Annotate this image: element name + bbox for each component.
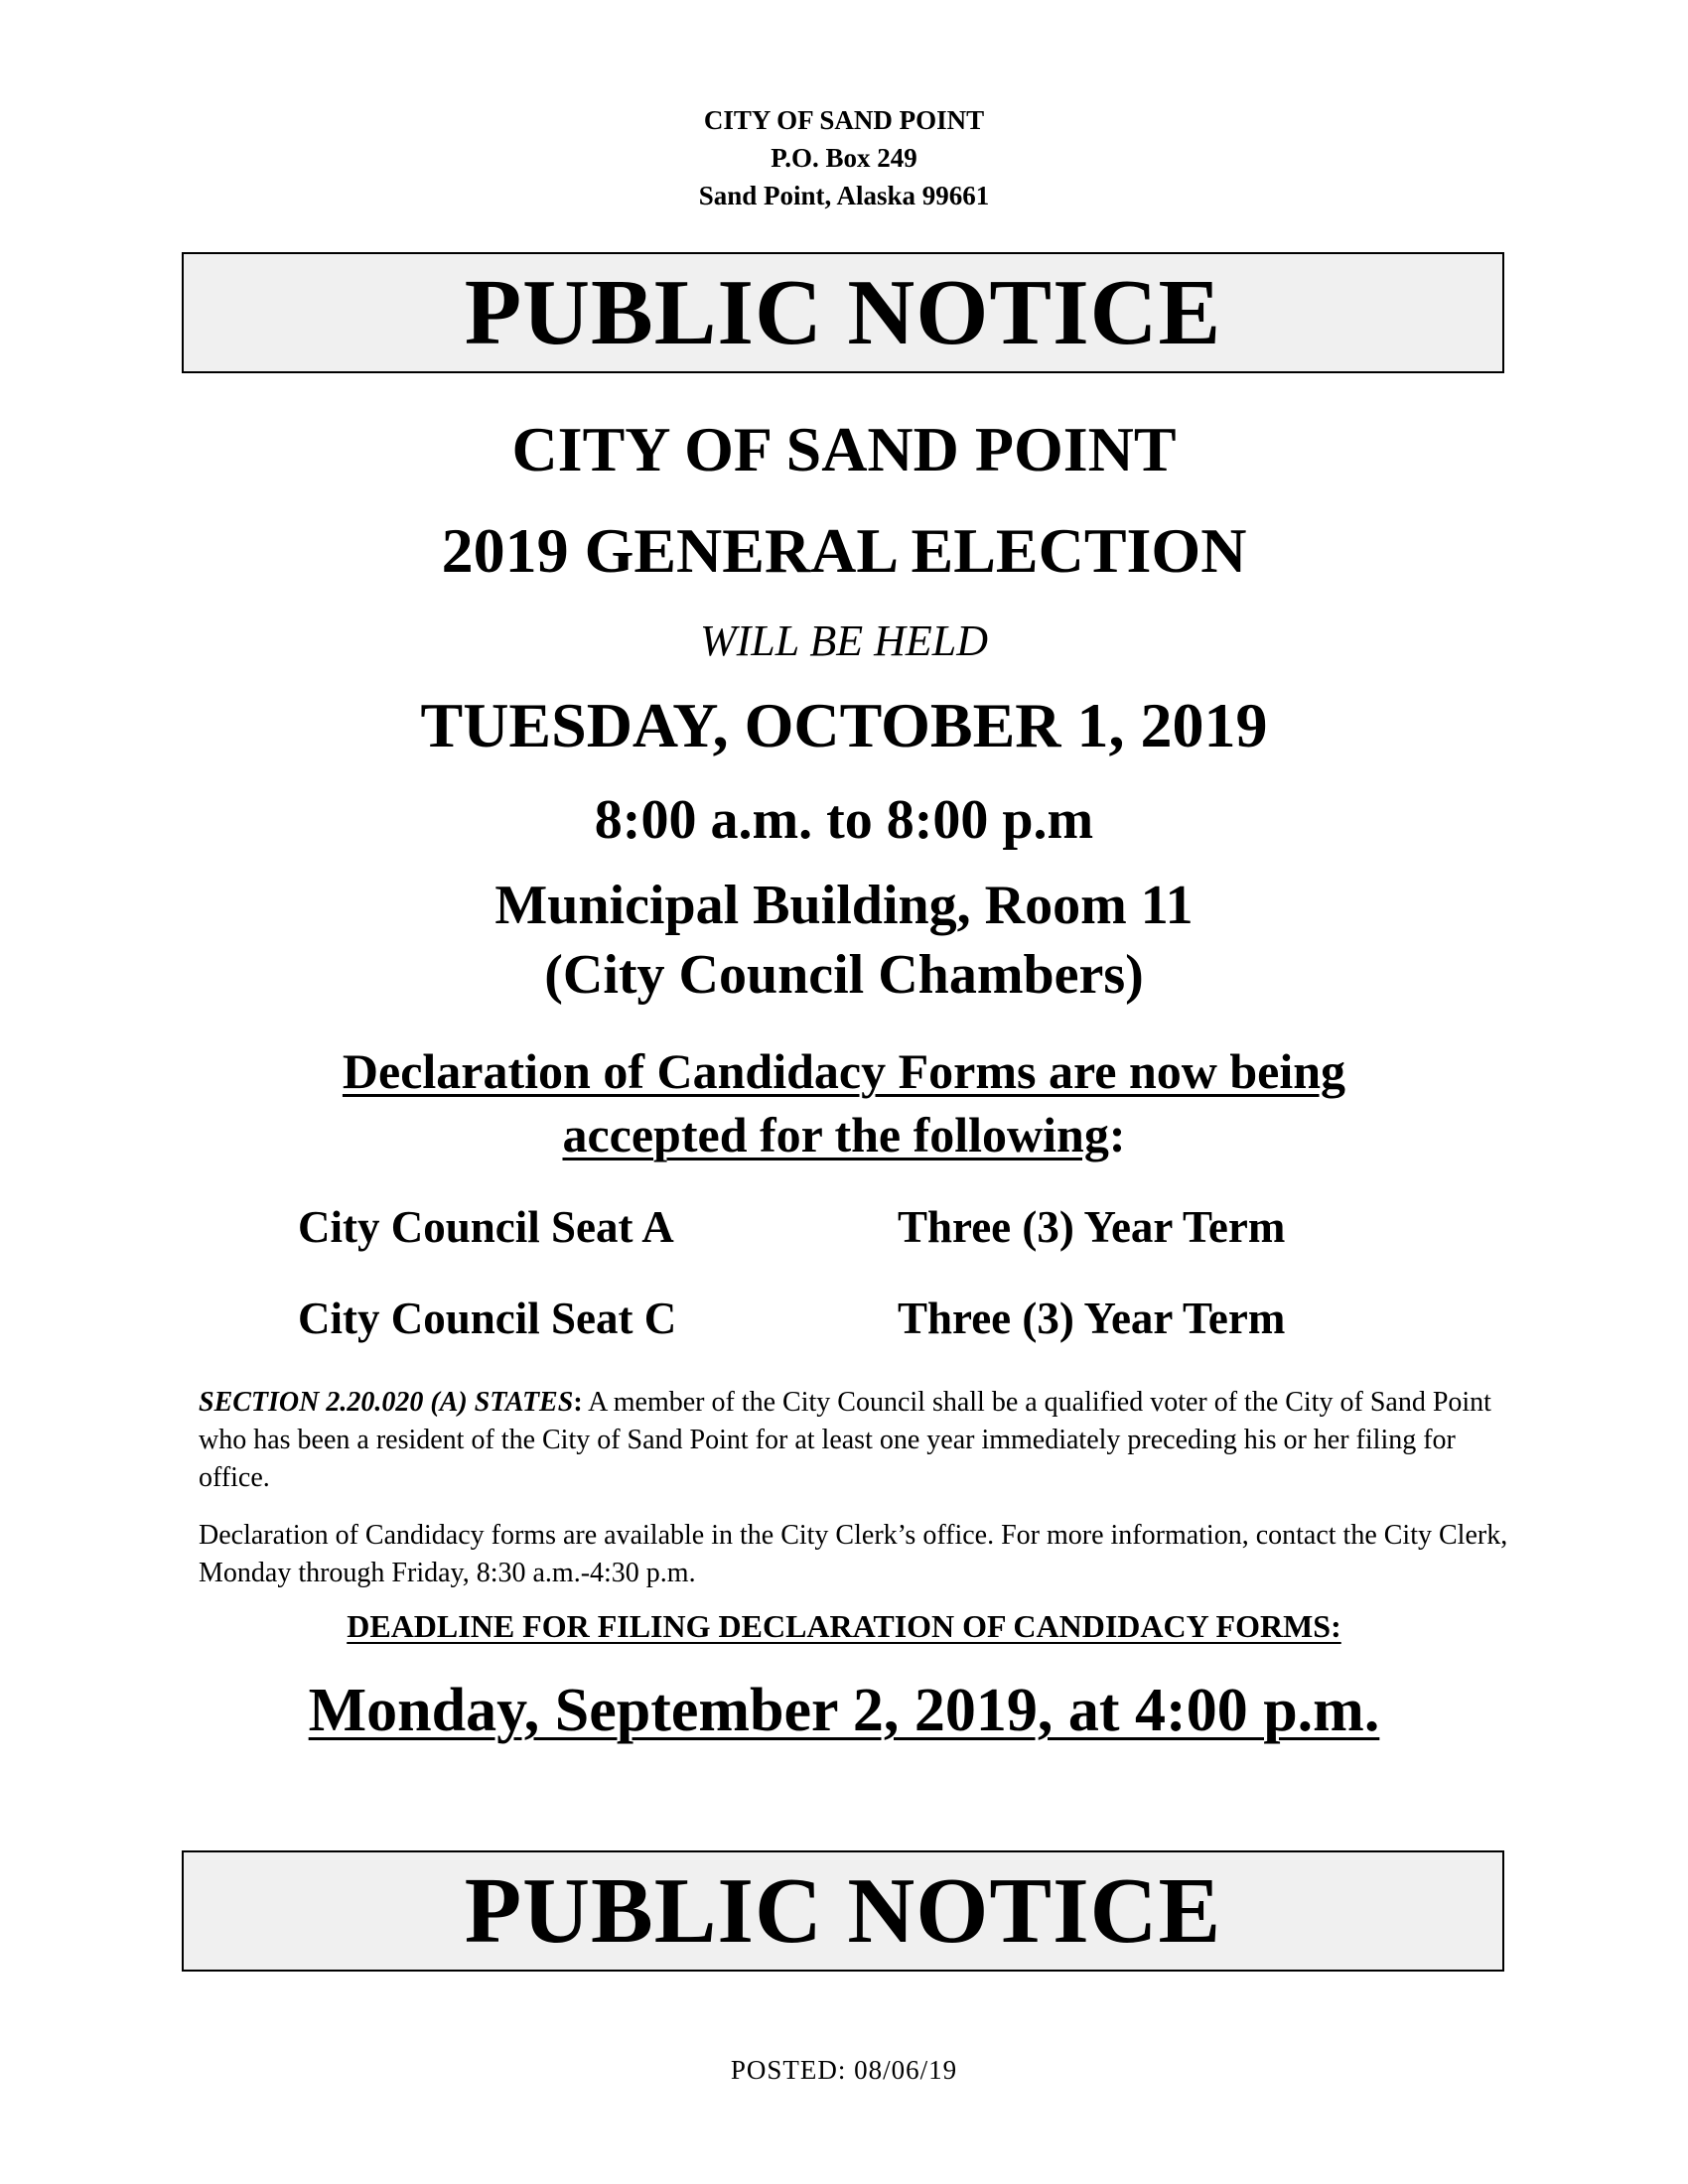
election-location-line2: (City Council Chambers) xyxy=(544,944,1144,1006)
section-text: A member of the City Council shall be a qualified voter of the City of Sand Point who has been a resident of the City of Sand Point for at least one year immediately preceding his or her filing for office. xyxy=(199,1387,1491,1493)
deadline-date-wrap xyxy=(0,1676,1688,1746)
will-be-held: WILL BE HELD xyxy=(699,616,989,665)
section-paragraph xyxy=(199,1384,1509,1497)
seat-name: City Council Seat A xyxy=(298,1202,674,1252)
seat-term: Three (3) Year Term xyxy=(898,1294,1286,1343)
election-date: TUESDAY, OCTOBER 1, 2019 xyxy=(420,690,1268,760)
declaration-line1 xyxy=(0,1042,1688,1100)
header-org: CITY OF SAND POINT xyxy=(703,105,985,135)
forms-info-paragraph: Declaration of Candidacy forms are available in the City Clerk’s office. For more information, contact the City Clerk, Monday through Friday, 8:30 a.m.-4:30 p.m. xyxy=(199,1520,1508,1588)
header-city-state-zip: Sand Point, Alaska 99661 xyxy=(698,181,990,210)
public-notice-banner-bottom xyxy=(182,1850,1504,1972)
seat-term: Three (3) Year Term xyxy=(898,1202,1286,1252)
election-hours: 8:00 a.m. to 8:00 p.m xyxy=(594,789,1094,851)
declaration-line2-colon: : xyxy=(1108,1107,1126,1162)
declaration-line2-text: accepted for the following xyxy=(562,1107,1109,1162)
public-notice-banner-top-text: PUBLIC NOTICE xyxy=(464,261,1222,364)
declaration-line1-text: Declaration of Candidacy Forms are now being xyxy=(342,1043,1346,1099)
public-notice-banner-top xyxy=(182,252,1504,373)
section-lead: SECTION 2.20.020 (A) STATES xyxy=(199,1387,574,1418)
section-colon: : xyxy=(573,1387,583,1418)
deadline-date: Monday, September 2, 2019, at 4:00 p.m. xyxy=(308,1677,1380,1744)
posted-date: POSTED: 08/06/19 xyxy=(730,2055,958,2085)
header-po-box: P.O. Box 249 xyxy=(771,143,917,173)
election-location-line1: Municipal Building, Room 11 xyxy=(494,875,1194,936)
deadline-label-wrap xyxy=(0,1608,1688,1645)
seat-name: City Council Seat C xyxy=(298,1294,677,1343)
election-city: CITY OF SAND POINT xyxy=(511,414,1177,484)
declaration-line2 xyxy=(0,1106,1688,1163)
election-title: 2019 GENERAL ELECTION xyxy=(441,515,1247,586)
deadline-label: DEADLINE FOR FILING DECLARATION OF CANDIDACY FORMS: xyxy=(347,1608,1341,1644)
public-notice-banner-bottom-text: PUBLIC NOTICE xyxy=(464,1859,1222,1963)
